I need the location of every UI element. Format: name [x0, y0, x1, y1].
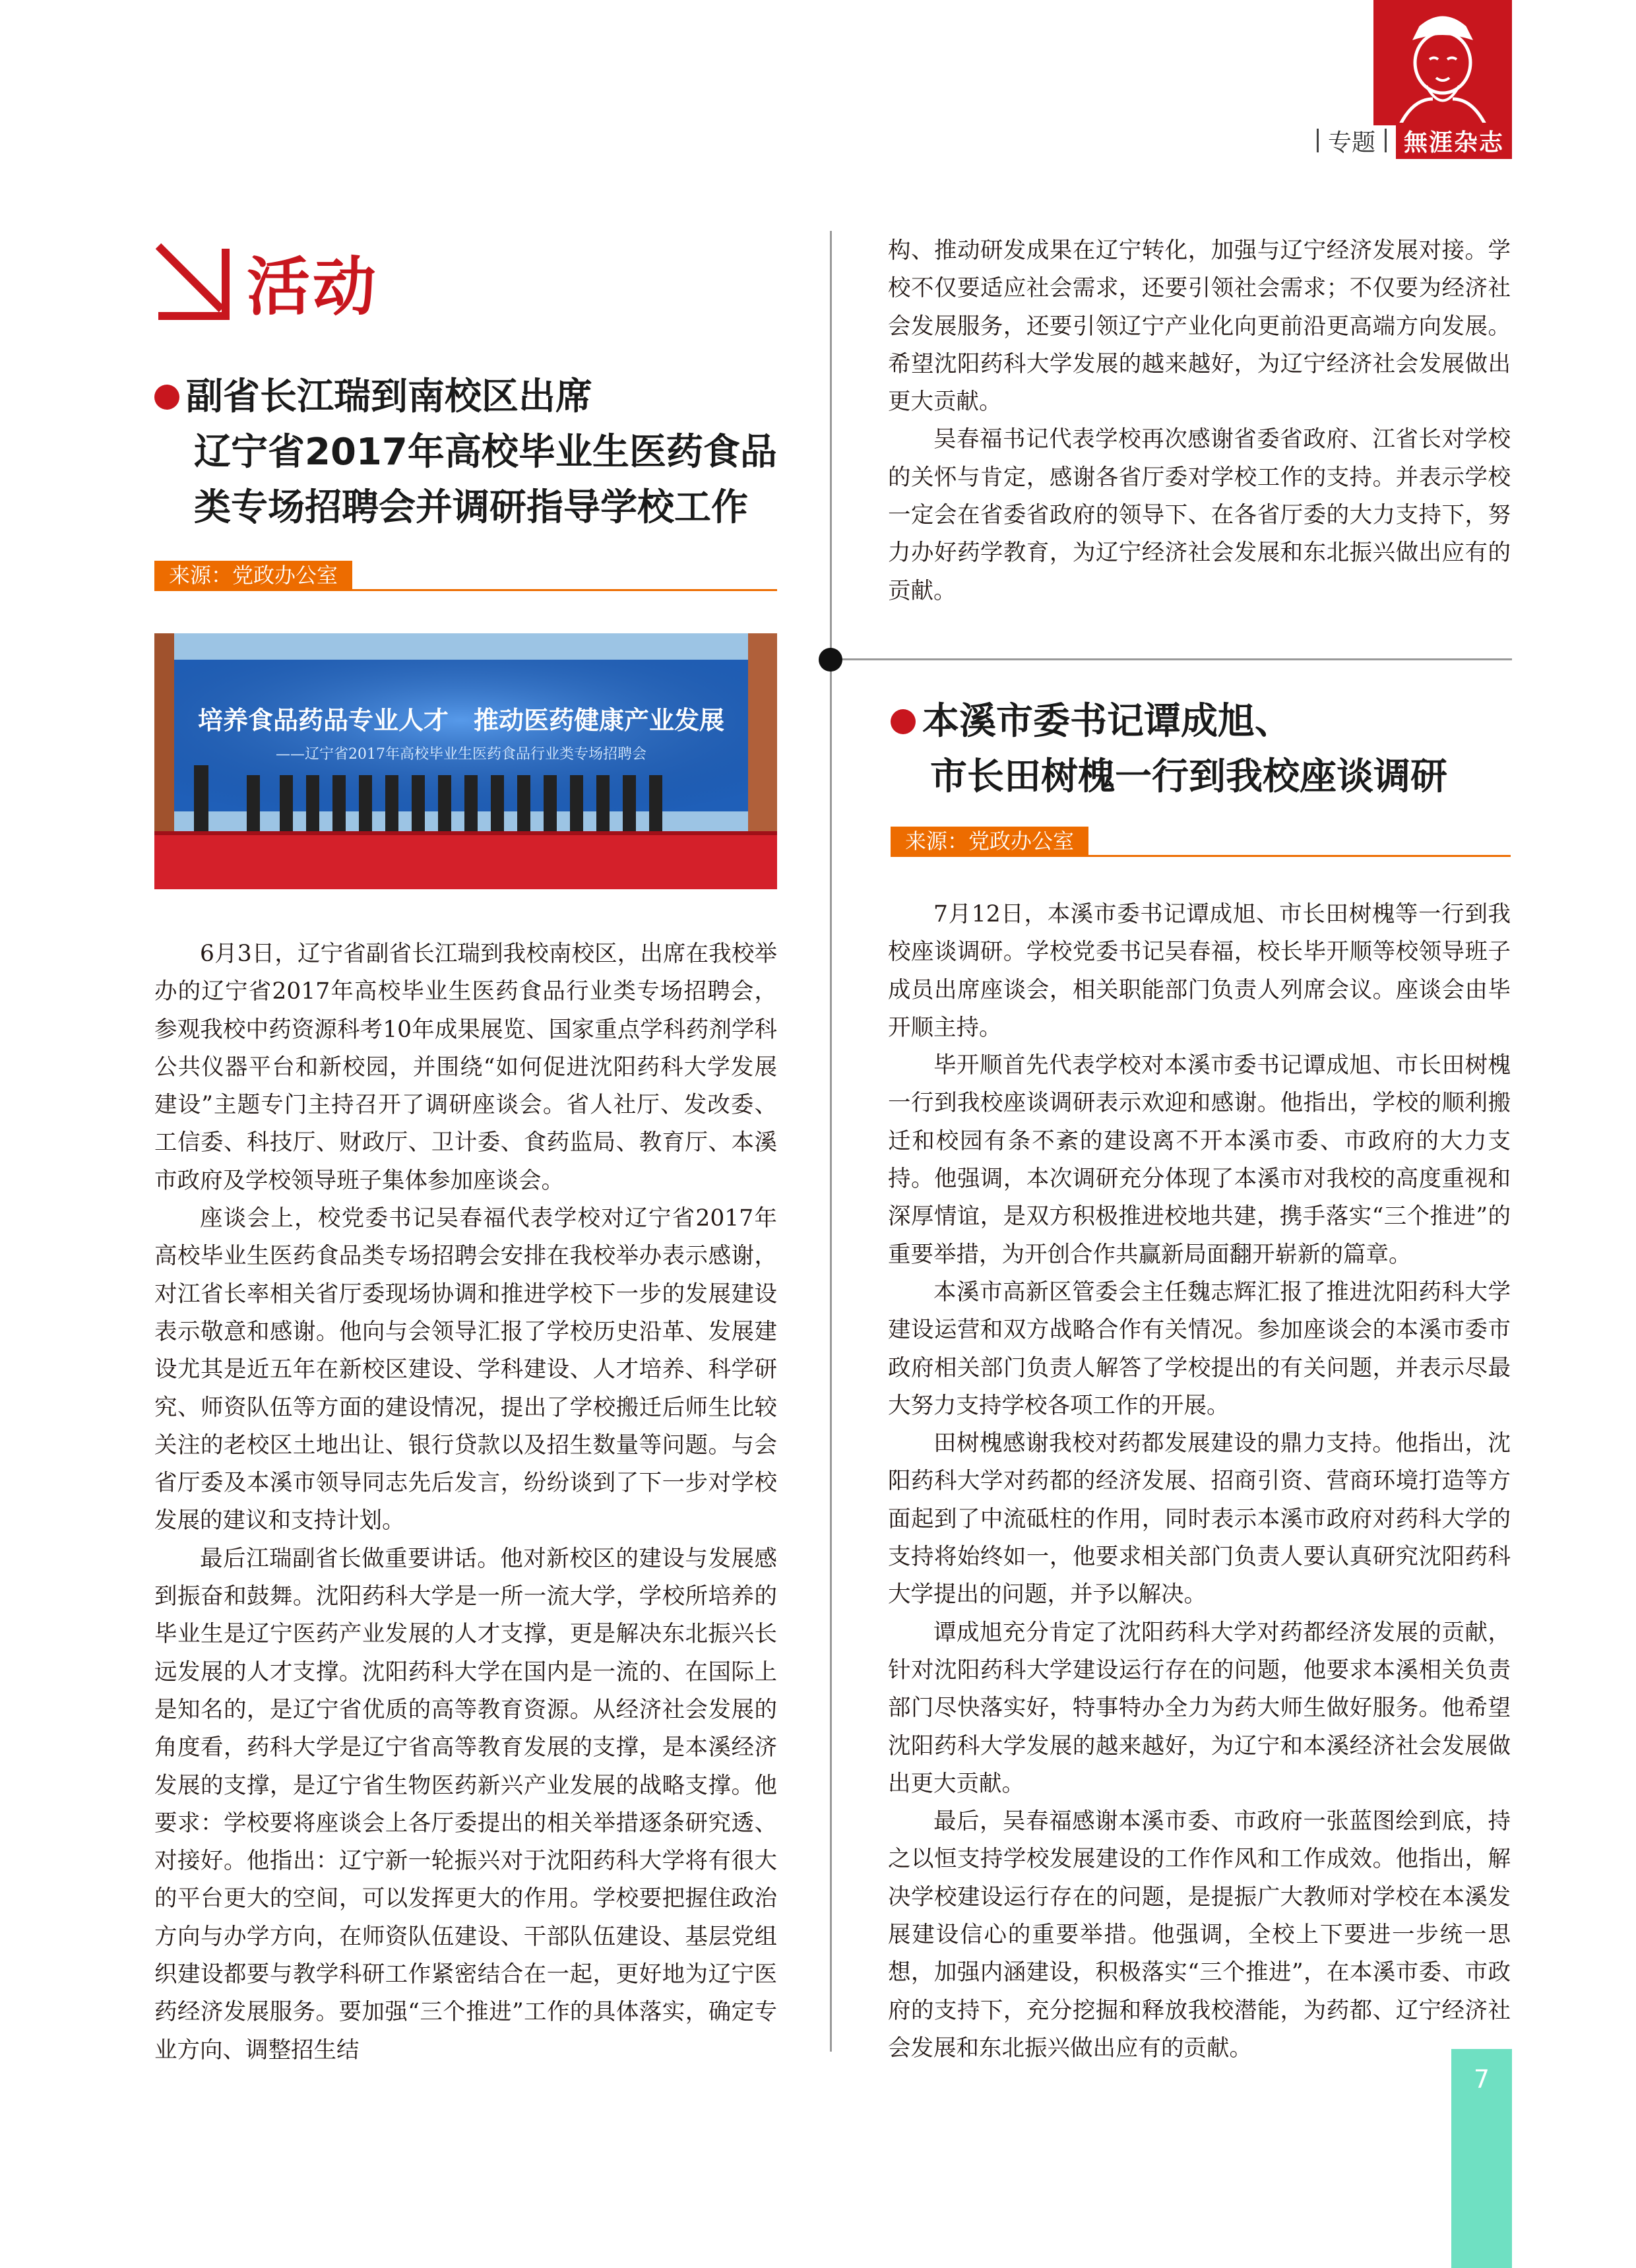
event-stage-image [154, 633, 777, 889]
article2-paragraph: 最后，吴春福感谢本溪市委、市政府一张蓝图绘到底，持之以恒支持学校发展建设的工作作风和工作成效。他指出，解决学校建设运行存在的问题，是提振广大教师对学校在本溪发展建设信心的重要举措。他强调，全校上下要进一步统一思想，加强内涵建设，积极落实“三个推进”，在本溪市委、市政府的支持下，充分挖掘和释放我校潜能，为药都、辽宁经济社会发展和东北振兴做出应有的贡献。 [888, 1808, 1511, 2062]
article2-paragraph: 谭成旭充分肯定了沈阳药科大学对药都经济发展的贡献，针对沈阳药科大学建设运行存在的问题，他要求本溪相关负责部门尽快落实好，特事特办全力为药大师生做好服务。他希望沈阳药科大学发展的越来越好，为辽宁和本溪经济社会发展做出更大贡献。 [888, 1619, 1511, 1797]
arrow-down-right-icon [152, 242, 231, 321]
section-title: 活动 [247, 249, 379, 324]
article1-paragraph: 构、推动研发成果在辽宁转化，加强与辽宁经济发展对接。学校不仅要适应社会需求，还要引领社会需求；不仅要为经济社会发展服务，还要引领辽宁产业化向更前沿更高端方向发展。希望沈阳药科大学发展的越来越好，为辽宁经济社会发展做出更大贡献。 [888, 237, 1511, 416]
article1-continued [888, 232, 1511, 610]
divider-dot [819, 648, 842, 672]
section-heading [152, 239, 379, 325]
bullet-dot-icon [154, 385, 179, 410]
magazine-logo [1373, 0, 1512, 125]
article1-title-line: 辽宁省2017年高校毕业生医药食品 [194, 431, 777, 474]
article2-paragraph: 7月12日，本溪市委书记谭成旭、市长田树槐等一行到我校座谈调研。学校党委书记吴春福，校长毕开顺等校领导班子成员出席座谈会，相关职能部门负责人列席会议。座谈会由毕开顺主持。 [888, 901, 1511, 1041]
banner-sub-text: ——辽宁省2017年高校毕业生医药食品行业类专场招聘会 [276, 746, 646, 763]
event-photo [154, 633, 777, 889]
article2-title [891, 694, 1447, 805]
article1-title-line: 副省长江瑞到南校区出席 [154, 369, 777, 425]
header-divider [1317, 129, 1319, 152]
article2-paragraph: 本溪市高新区管委会主任魏志辉汇报了推进沈阳药科大学建设运营和双方战略合作有关情况。参加座谈会的本溪市委市政府相关部门负责人解答了学校提出的有关问题，并表示尽最大努力支持学校各项工作的开展。 [888, 1278, 1511, 1419]
article2-paragraph: 田树槐感谢我校对药都发展建设的鼎力支持。他指出，沈阳药科大学对药都的经济发展、招商引资、营商环境打造等方面起到了中流砥柱的作用，同时表示本溪市政府对药科大学的支持将始终如一，他要求相关部门负责人要认真研究沈阳药科大学提出的问题，并予以解决。 [888, 1430, 1511, 1608]
article2-paragraph: 毕开顺首先代表学校对本溪市委书记谭成旭、市长田树槐一行到我校座谈调研表示欢迎和感谢。他指出，学校的顺利搬迁和校园有条不紊的建设离不开本溪市委、市政府的大力支持。他强调，本次调研充分体现了本溪市对我校的高度重视和深厚情谊，是双方积极推进校地共建，携手落实“三个推进”的重要举措，为开创合作共赢新局面翻开崭新的篇章。 [888, 1052, 1511, 1268]
article1-paragraph: 吴春福书记代表学校再次感谢省委省政府、江省长对学校的关怀与肯定，感谢各省厅委对学校工作的支持。并表示学校一定会在省委省政府的领导下、在各省厅委的大力支持下，努力办好药学教育，为辽宁经济社会发展和东北振兴做出应有的贡献。 [888, 426, 1511, 604]
banner-main-text: 培养食品药品专业人才 推动医药健康产业发展 [197, 706, 725, 735]
article1-paragraph: 6月3日，辽宁省副省长江瑞到我校南校区，出席在我校举办的辽宁省2017年高校毕业生医药食品行业类专场招聘会，参观我校中药资源科考10年成果展览、国家重点学科药剂学科公共仪器平台和新校园，并围绕“如何促进沈阳药科大学发展建设”主题专门主持召开了调研座谈会。省人社厅、发改委、工信委、科技厅、财政厅、卫计委、食药监局、教育厅、本溪市政府及学校领导班子集体参加座谈会。 [154, 941, 777, 1194]
magazine-name: 無涯杂志 [1396, 123, 1512, 159]
article1-source: 来源：党政办公室 [154, 561, 352, 590]
article2-source: 来源：党政办公室 [891, 827, 1088, 856]
bullet-dot-icon [891, 709, 916, 734]
running-header [1317, 124, 1512, 157]
header-section-label: 专题 [1327, 129, 1375, 156]
header-divider [1385, 129, 1387, 152]
article2-body [888, 896, 1511, 2067]
article-divider [833, 658, 1512, 660]
article1-title [154, 369, 777, 536]
scholar-portrait-icon [1373, 0, 1512, 125]
article1-body [154, 935, 777, 2069]
column-divider [830, 231, 832, 2052]
article1-paragraph: 最后江瑞副省长做重要讲话。他对新校区的建设与发展感到振奋和鼓舞。沈阳药科大学是一所一流大学，学校所培养的毕业生是辽宁医药产业发展的人才支撑，更是解决东北振兴长远发展的人才支撑。沈阳药科大学在国内是一流的、在国际上是知名的，是辽宁省优质的高等教育资源。从经济社会发展的角度看，药科大学是辽宁省高等教育发展的支撑，是本溪经济发展的支撑，是辽宁省生物医药新兴产业发展的战略支撑。他要求：学校要将座谈会上各厅委提出的相关举措逐条研究透、对接好。他指出：辽宁新一轮振兴对于沈阳药科大学将有很大的平台更大的空间，可以发挥更大的作用。学校要把握住政治方向与办学方向，在师资队伍建设、干部队伍建设、基层党组织建设都要与教学科研工作紧密结合在一起，更好地为辽宁医药经济发展服务。要加强“三个推进”工作的具体落实，确定专业方向、调整招生结 [154, 1545, 777, 2063]
article1-paragraph: 座谈会上，校党委书记吴春福代表学校对辽宁省2017年高校毕业生医药食品类专场招聘会安排在我校举办表示感谢，对江省长率相关省厅委现场协调和推进学校下一步的发展建设表示敬意和感谢。他向与会领导汇报了学校历史沿革、发展建设尤其是近五年在新校区建设、学科建设、人才培养、科学研究、师资队伍等方面的建设情况，提出了学校搬迁后师生比较关注的老校区土地出让、银行贷款以及招生数量等问题。与会省厅委及本溪市领导同志先后发言，纷纷谈到了下一步对学校发展的建议和支持计划。 [154, 1205, 777, 1534]
article2-title-line: 本溪市委书记谭成旭、 [891, 694, 1447, 749]
article1-title-line: 类专场招聘会并调研指导学校工作 [194, 486, 748, 529]
article2-title-line: 市长田树槐一行到我校座谈调研 [930, 755, 1447, 798]
page-number: 7 [1473, 2065, 1490, 2094]
